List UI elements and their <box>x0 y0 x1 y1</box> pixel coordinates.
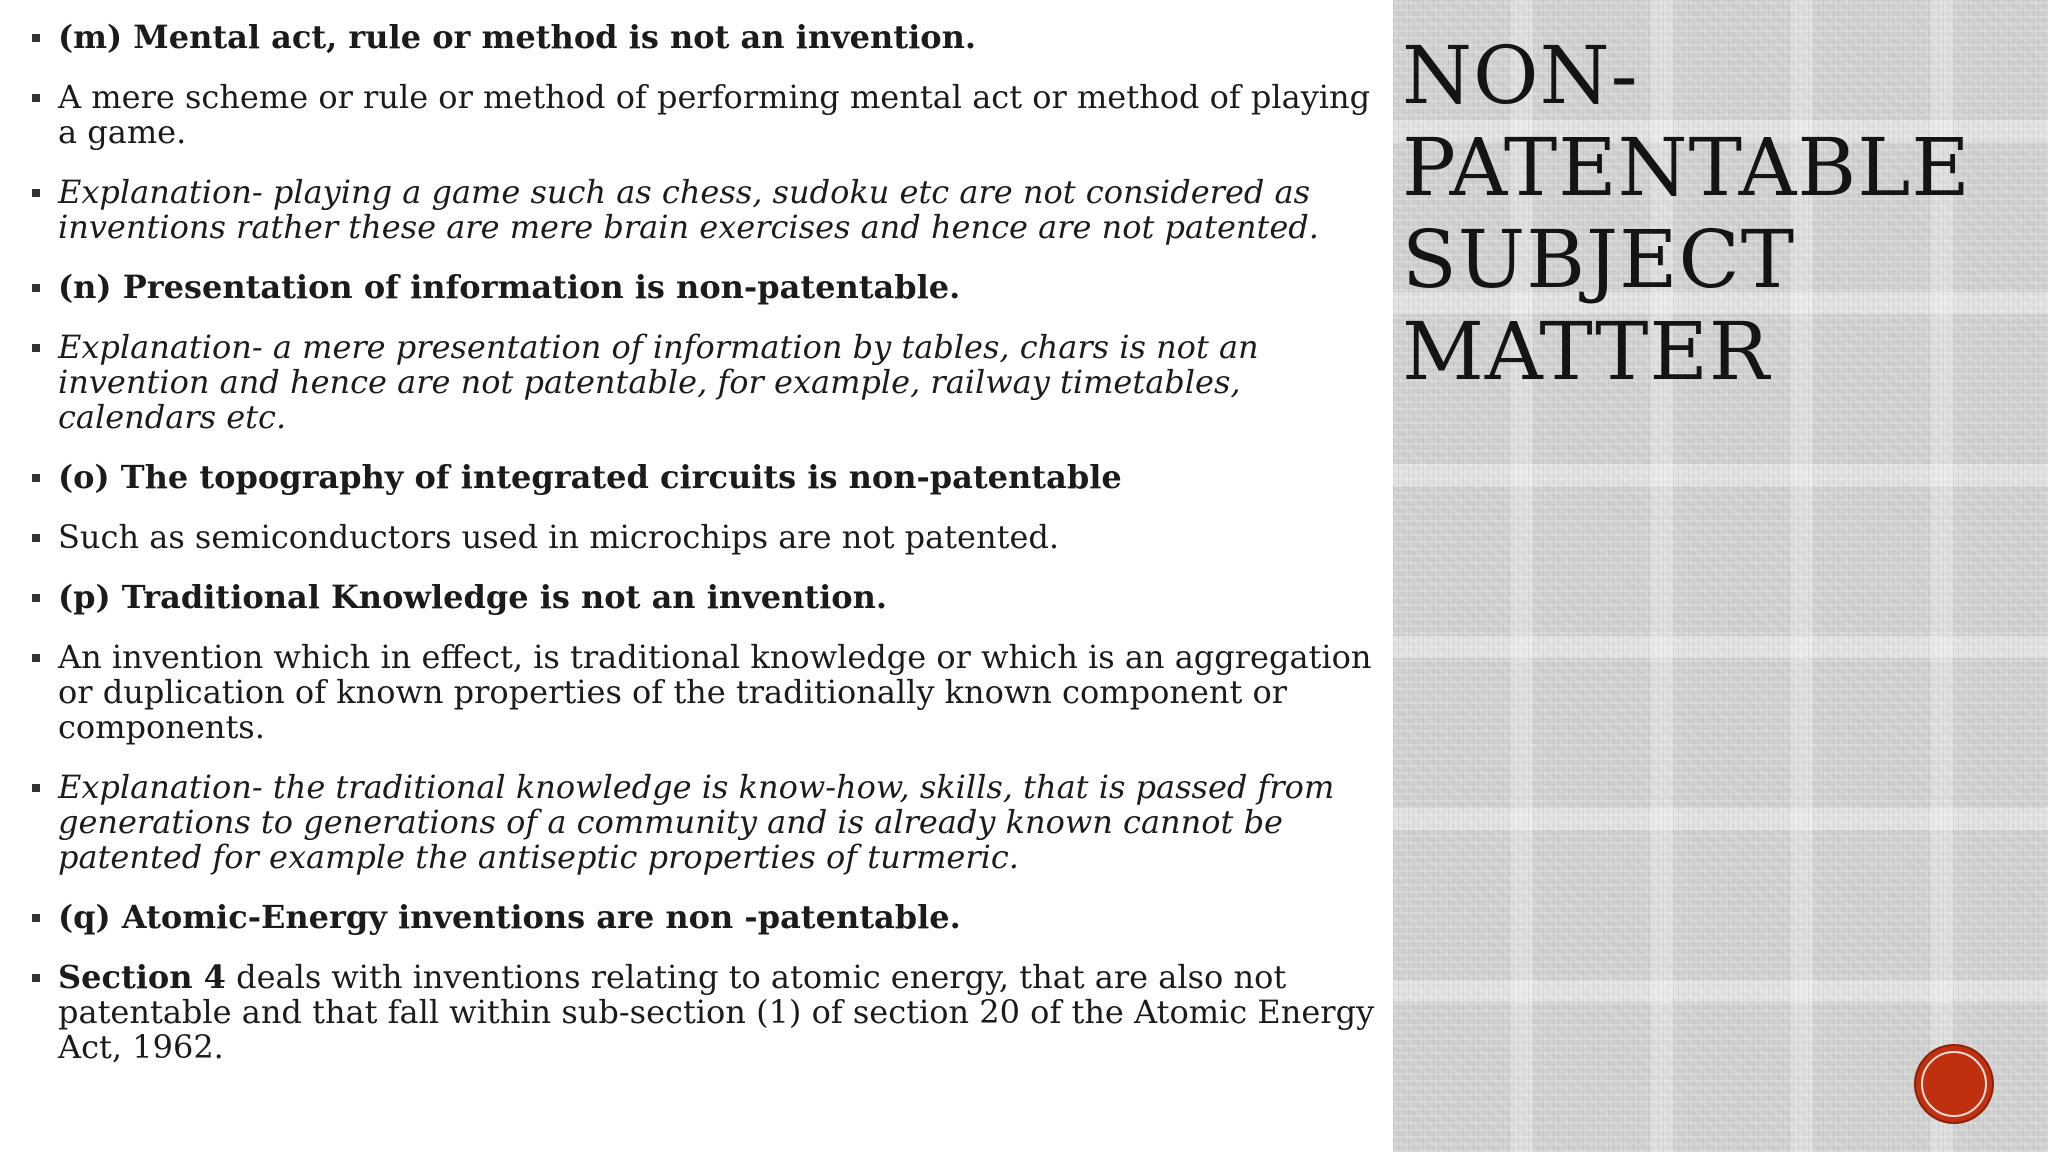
bullet-list <box>26 20 1386 1090</box>
bullet-item-p-explanation <box>26 770 1386 875</box>
bullet-marker-icon <box>26 520 58 555</box>
bullet-item-m-heading <box>26 20 1386 55</box>
title-line: MATTER <box>1402 305 1771 398</box>
bullet-item-o-heading <box>26 460 1386 495</box>
bullet-marker-icon <box>26 640 58 675</box>
bullet-marker-icon <box>26 580 58 615</box>
bullet-item-p-description <box>26 640 1386 745</box>
slide-title <box>1402 30 2042 398</box>
bullet-text: (o) The topography of integrated circuits is non-patentable <box>58 458 1122 496</box>
bullet-marker-icon <box>26 770 58 805</box>
bullet-text: (n) Presentation of information is non-patentable. <box>58 268 961 306</box>
bullet-text: (m) Mental act, rule or method is not an invention. <box>58 18 976 56</box>
title-line: NON- <box>1402 29 1639 122</box>
bullet-text: Explanation- a mere presentation of information by tables, chars is not an invention and hence are not patentable, for example, railway timetables, calendars etc. <box>58 328 1259 436</box>
bullet-item-o-description <box>26 520 1386 555</box>
section-reference: Section 4 <box>58 958 226 996</box>
bullet-text: (p) Traditional Knowledge is not an invention. <box>58 578 888 616</box>
title-line: PATENTABLE <box>1402 121 1971 214</box>
bullet-item-m-explanation <box>26 175 1386 245</box>
bullet-text <box>58 960 1386 1065</box>
bullet-text: A mere scheme or rule or method of performing mental act or method of playing a game. <box>58 78 1371 151</box>
bullet-marker-icon <box>26 900 58 935</box>
bullet-marker-icon <box>26 175 58 210</box>
bullet-item-n-heading <box>26 270 1386 305</box>
bullet-marker-icon <box>26 960 58 995</box>
bullet-marker-icon <box>26 270 58 305</box>
bullet-marker-icon <box>26 80 58 115</box>
bullet-text: (q) Atomic-Energy inventions are non -patentable. <box>58 898 961 936</box>
bullet-text: Explanation- playing a game such as chess, sudoku etc are not considered as inventions rather these are mere brain exercises and hence are not patented. <box>58 173 1319 246</box>
bullet-text: Explanation- the traditional knowledge is know-how, skills, that is passed from generations to generations of a community and is already known cannot be patented for example the antiseptic properties of turmeric. <box>58 768 1335 876</box>
bullet-marker-icon <box>26 460 58 495</box>
bullet-item-n-explanation <box>26 330 1386 435</box>
bullet-marker-icon <box>26 20 58 55</box>
bullet-item-q-heading <box>26 900 1386 935</box>
bullet-item-section-4 <box>26 960 1386 1065</box>
bullet-marker-icon <box>26 330 58 365</box>
bullet-item-p-heading <box>26 580 1386 615</box>
slide-badge-icon <box>1916 1046 1992 1122</box>
title-line: SUBJECT <box>1402 213 1796 306</box>
bullet-item-m-description <box>26 80 1386 150</box>
bullet-text: An invention which in effect, is traditional knowledge or which is an aggregation or duplication of known properties of the traditionally known component or components. <box>58 638 1372 746</box>
bullet-text: Such as semiconductors used in microchips are not patented. <box>58 518 1060 556</box>
section-description: deals with inventions relating to atomic energy, that are also not patentable and that fall within sub-section (1) of section 20 of the Atomic Energy Act, 1962. <box>58 958 1375 1066</box>
